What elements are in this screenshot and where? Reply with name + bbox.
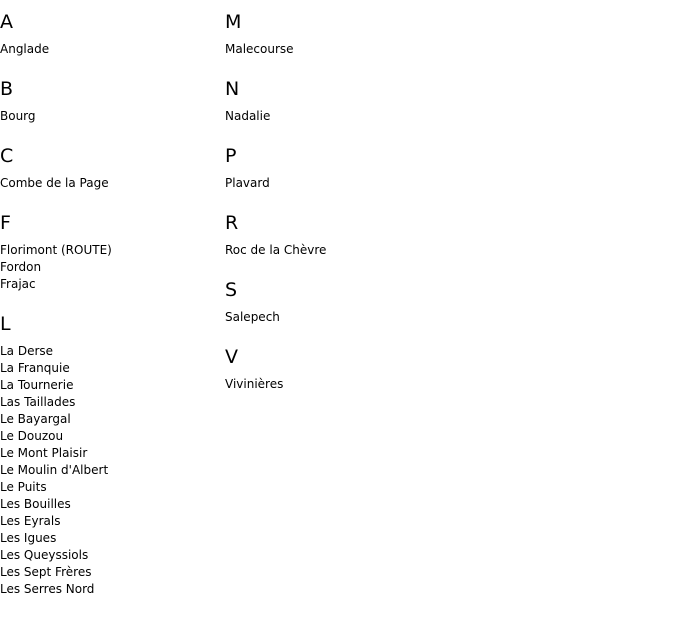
place-link[interactable]: Le Puits (0, 480, 47, 494)
letter-heading: C (0, 145, 14, 167)
letter-heading: S (225, 279, 238, 301)
letter-heading: V (225, 346, 238, 368)
place-link[interactable]: Le Bayargal (0, 412, 71, 426)
place-link[interactable]: Combe de la Page (0, 176, 109, 190)
letter-heading: R (225, 212, 239, 234)
place-link[interactable]: Les Eyrals (0, 514, 61, 528)
right-column (225, 0, 445, 413)
place-link[interactable]: Le Douzou (0, 429, 64, 443)
letter-group (0, 11, 220, 58)
place-link[interactable]: La Tournerie (0, 378, 74, 392)
letter-group (0, 212, 220, 293)
letter-group (225, 346, 445, 393)
letter-group (0, 145, 220, 192)
letter-group (0, 78, 220, 125)
letter-group (225, 78, 445, 125)
letter-group (225, 212, 445, 259)
letter-heading: P (225, 145, 237, 167)
place-link[interactable]: Florimont (ROUTE) (0, 243, 112, 257)
place-link[interactable]: Salepech (225, 310, 280, 324)
letter-heading: A (0, 11, 13, 33)
place-link[interactable]: Les Serres Nord (0, 582, 95, 596)
place-link[interactable]: La Derse (0, 344, 54, 358)
place-list (225, 41, 445, 58)
place-link[interactable]: Anglade (0, 42, 50, 56)
letter-group (225, 145, 445, 192)
letter-heading: L (0, 313, 11, 335)
place-list (0, 41, 220, 58)
place-link[interactable]: Plavard (225, 176, 270, 190)
place-link[interactable]: Les Queyssiols (0, 548, 89, 562)
place-list (225, 175, 445, 192)
letter-group (0, 313, 220, 598)
letter-group (225, 11, 445, 58)
letter-heading: B (0, 78, 14, 100)
letter-heading: M (225, 11, 242, 33)
place-list (0, 343, 220, 598)
place-link[interactable]: Bourg (0, 109, 36, 123)
place-list (0, 175, 220, 192)
place-link[interactable]: Las Taillades (0, 395, 76, 409)
place-list (225, 309, 445, 326)
place-link[interactable]: Les Bouilles (0, 497, 71, 511)
left-column (0, 0, 220, 618)
place-list (225, 376, 445, 393)
place-list (0, 108, 220, 125)
place-link[interactable]: Les Igues (0, 531, 57, 545)
place-link[interactable]: Le Moulin d'Albert (0, 463, 109, 477)
place-link[interactable]: Fordon (0, 260, 42, 274)
place-list (225, 242, 445, 259)
place-link[interactable]: Vivinières (225, 377, 284, 391)
place-link[interactable]: Malecourse (225, 42, 294, 56)
letter-heading: F (0, 212, 11, 234)
letter-group (225, 279, 445, 326)
place-link[interactable]: Nadalie (225, 109, 271, 123)
place-link[interactable]: Roc de la Chèvre (225, 243, 327, 257)
place-list (225, 108, 445, 125)
place-link[interactable]: Frajac (0, 277, 36, 291)
place-link[interactable]: Le Mont Plaisir (0, 446, 88, 460)
place-link[interactable]: La Franquie (0, 361, 70, 375)
place-list (0, 242, 220, 293)
letter-heading: N (225, 78, 240, 100)
place-link[interactable]: Les Sept Frères (0, 565, 92, 579)
